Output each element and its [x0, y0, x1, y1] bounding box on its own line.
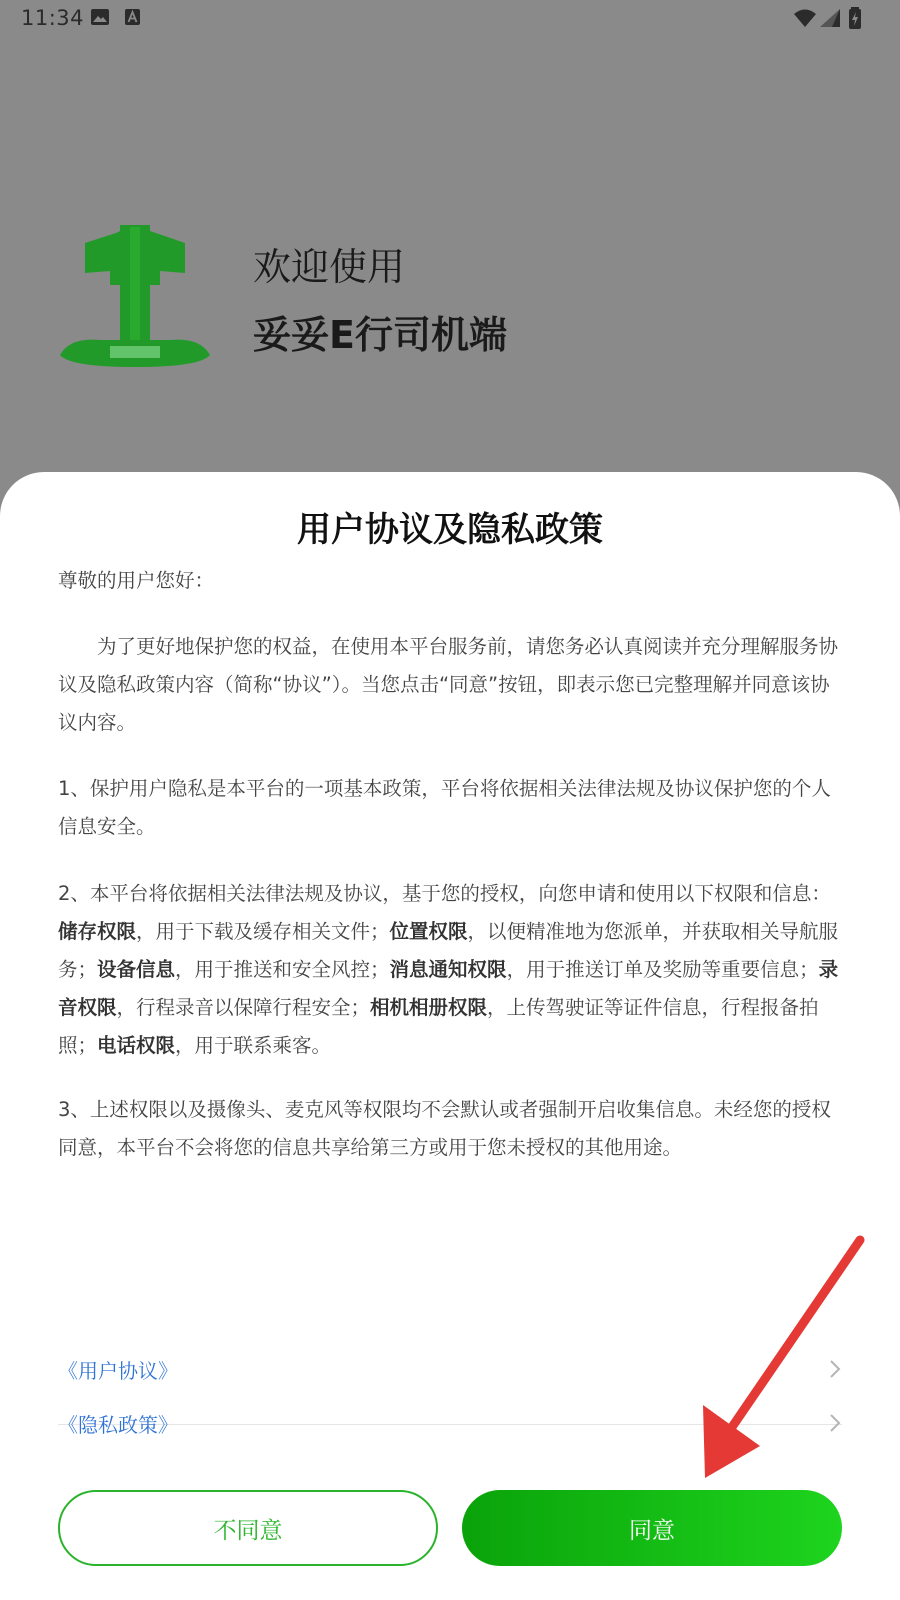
policy-item-2 [58, 875, 842, 1065]
location-permission: 位置权限 [389, 920, 468, 943]
signal-icon [820, 9, 840, 27]
disagree-button[interactable]: 不同意 [58, 1490, 438, 1566]
privacy-policy-label[interactable]: 《隐私政策》 [58, 1412, 178, 1437]
battery-icon [849, 7, 861, 29]
dialog-title: 用户协议及隐私政策 [297, 510, 603, 550]
app-name: 妥妥E行司机端 [253, 313, 507, 357]
device-desc: ，用于推送和安全风控； [175, 958, 390, 981]
user-agreement-label[interactable]: 《用户协议》 [58, 1358, 178, 1383]
camera-permission: 相机相册权限 [370, 996, 488, 1019]
record-permission: 录音权限 [58, 958, 839, 1019]
device-info: 设备信息 [97, 958, 176, 981]
privacy-dialog [0, 472, 900, 1600]
privacy-policy-link[interactable] [58, 1396, 842, 1450]
welcome-text: 欢迎使用 [253, 245, 406, 289]
storage-permission: 储存权限 [58, 920, 137, 943]
policy-item-3: 3、上述权限以及摄像头、麦克风等权限均不会默认或者强制开启收集信息。未经您的授权同意，本平台不会将您的信息共享给第三方或用于您未授权的其他用途。 [58, 1098, 831, 1159]
record-desc: ，行程录音以保障行程安全； [116, 996, 371, 1019]
status-time: 11:34 [21, 6, 85, 30]
storage-desc: ，用于下载及缓存相关文件； [136, 920, 390, 943]
intro-paragraph: 为了更好地保护您的权益，在使用本平台服务前，请您务必认真阅读并充分理解服务协议及隐私政策内容（简称“协议”）。当您点击“同意”按钮，即表示您已完整理解并同意该协议内容。 [58, 635, 839, 734]
agree-button[interactable]: 同意 [462, 1490, 842, 1566]
camera-desc: ，上传驾驶证等证件信息，行程报备拍照； [58, 996, 819, 1057]
wifi-icon [794, 9, 816, 27]
chevron-right-icon [828, 1359, 842, 1379]
chevron-right-icon [828, 1413, 842, 1433]
phone-permission: 电话权限 [97, 1034, 176, 1057]
gallery-icon [91, 9, 109, 25]
app-logo [60, 225, 210, 375]
notify-desc: ，用于推送订单及奖励等重要信息； [506, 958, 819, 981]
location-desc: ，以便精准地为您派单，并获取相关导航服务； [58, 920, 839, 981]
notify-permission: 消息通知权限 [389, 958, 507, 981]
font-a-icon [125, 9, 140, 25]
policy-item-1: 1、保护用户隐私是本平台的一项基本政策，平台将依据相关法律法规及协议保护您的个人信息安全。 [58, 777, 831, 838]
phone-desc: ，用于联系乘客。 [175, 1034, 332, 1057]
greeting-text: 尊敬的用户您好： [58, 569, 215, 592]
item2-prefix: 2、本平台将依据相关法律法规及协议，基于您的授权，向您申请和使用以下权限和信息： [58, 882, 831, 905]
status-bar [0, 0, 900, 38]
user-agreement-link[interactable] [58, 1342, 842, 1396]
